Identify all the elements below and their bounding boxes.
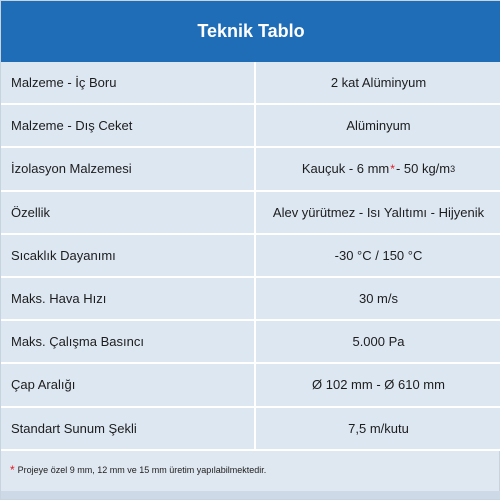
bottom-strip bbox=[1, 491, 500, 499]
footnote-star: * bbox=[10, 463, 15, 477]
row-label: Malzeme - Dış Ceket bbox=[1, 105, 256, 146]
table-row bbox=[1, 192, 500, 235]
row-value: 7,5 m/kutu bbox=[256, 408, 500, 449]
row-label: Maks. Hava Hızı bbox=[1, 278, 256, 319]
row-label: Çap Aralığı bbox=[1, 364, 256, 405]
row-label: Malzeme - İç Boru bbox=[1, 62, 256, 103]
table-row bbox=[1, 408, 500, 451]
footnote-star: * bbox=[390, 161, 395, 176]
table-row bbox=[1, 148, 500, 191]
table-row bbox=[1, 278, 500, 321]
row-value: 5.000 Pa bbox=[256, 321, 500, 362]
row-value: Alüminyum bbox=[256, 105, 500, 146]
row-label: Maks. Çalışma Basıncı bbox=[1, 321, 256, 362]
table-row bbox=[1, 321, 500, 364]
table-title: Teknik Tablo bbox=[197, 21, 305, 41]
table-title-bar bbox=[1, 1, 500, 62]
technical-table bbox=[1, 62, 500, 451]
table-row bbox=[1, 62, 500, 105]
row-value: Ø 102 mm - Ø 610 mm bbox=[256, 364, 500, 405]
table-row bbox=[1, 364, 500, 407]
row-label: Özellik bbox=[1, 192, 256, 233]
row-label: İzolasyon Malzemesi bbox=[1, 148, 256, 189]
row-value: Alev yürütmez - Isı Yalıtımı - Hijyenik bbox=[256, 192, 500, 233]
footnote-text: Projeye özel 9 mm, 12 mm ve 15 mm üretim yapılabilmektedir. bbox=[17, 465, 267, 475]
row-value: -30 °C / 150 °C bbox=[256, 235, 500, 276]
insulation-value-prefix: Kauçuk - 6 mm bbox=[301, 161, 390, 177]
table-row bbox=[1, 105, 500, 148]
row-label: Standart Sunum Şekli bbox=[1, 408, 256, 449]
insulation-value-suffix: - 50 kg/m bbox=[395, 161, 451, 177]
row-value: 2 kat Alüminyum bbox=[256, 62, 500, 103]
table-row bbox=[1, 235, 500, 278]
row-value: Kauçuk - 6 mm * - 50 kg/m 3 bbox=[256, 148, 500, 189]
footnote bbox=[9, 463, 266, 477]
row-label: Sıcaklık Dayanımı bbox=[1, 235, 256, 276]
row-value: 30 m/s bbox=[256, 278, 500, 319]
